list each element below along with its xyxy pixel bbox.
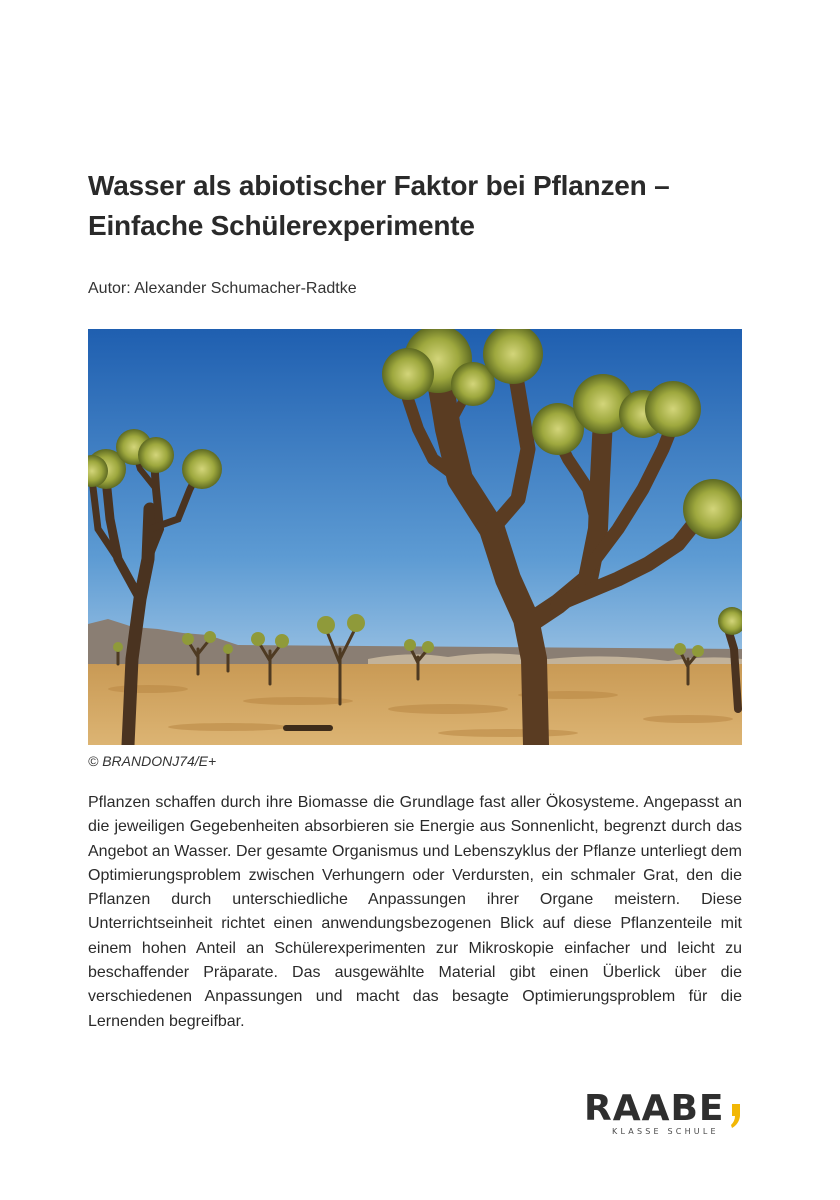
raabe-logo: [584, 1090, 749, 1140]
joshua-tree-photo: [88, 329, 742, 745]
logo-comma-icon: [730, 1104, 740, 1128]
title-line-2: Einfache Schülerexperimente: [88, 210, 475, 241]
logo-wordmark: RAABE: [584, 1088, 725, 1129]
document-title: [88, 166, 758, 246]
title-line-1: Wasser als abiotischer Faktor bei Pflanzen –: [88, 170, 670, 201]
image-credit: © BRANDONJ74/E+: [88, 753, 217, 769]
author-line: Autor: Alexander Schumacher-Radtke: [88, 280, 357, 297]
body-paragraph: Pflanzen schaffen durch ihre Biomasse die Grundlage fast aller Ökosysteme. Angepasst an die jeweiligen Gegebenheiten absorbieren sie Energie aus Sonnenlicht, begrenzt durch das Angebot an Wasser. Der gesamte Organismus und Lebenszyklus der Pflanze unterliegt dem Optimierungsproblem zwischen Verhungern oder Verdursten, ein schmaler Grat, den die Pflanzen durch unterschiedliche Anpassungen ihrer Organe meistern. Diese Unterrichtseinheit richtet einen anwendungsbezogenen Blick auf diese Pflanzenteile mit einem hohen Anteil an Schülerexperimenten zur Mikroskopie einfacher und leicht zu beschaffender Präparate. Das ausgewählte Material gibt einen Überlick über die verschiedenen Anpassungen und macht das besagte Optimierungsproblem für die Lernenden begreifbar.: [88, 794, 742, 1030]
logo-tagline: KLASSE SCHULE: [612, 1127, 719, 1136]
